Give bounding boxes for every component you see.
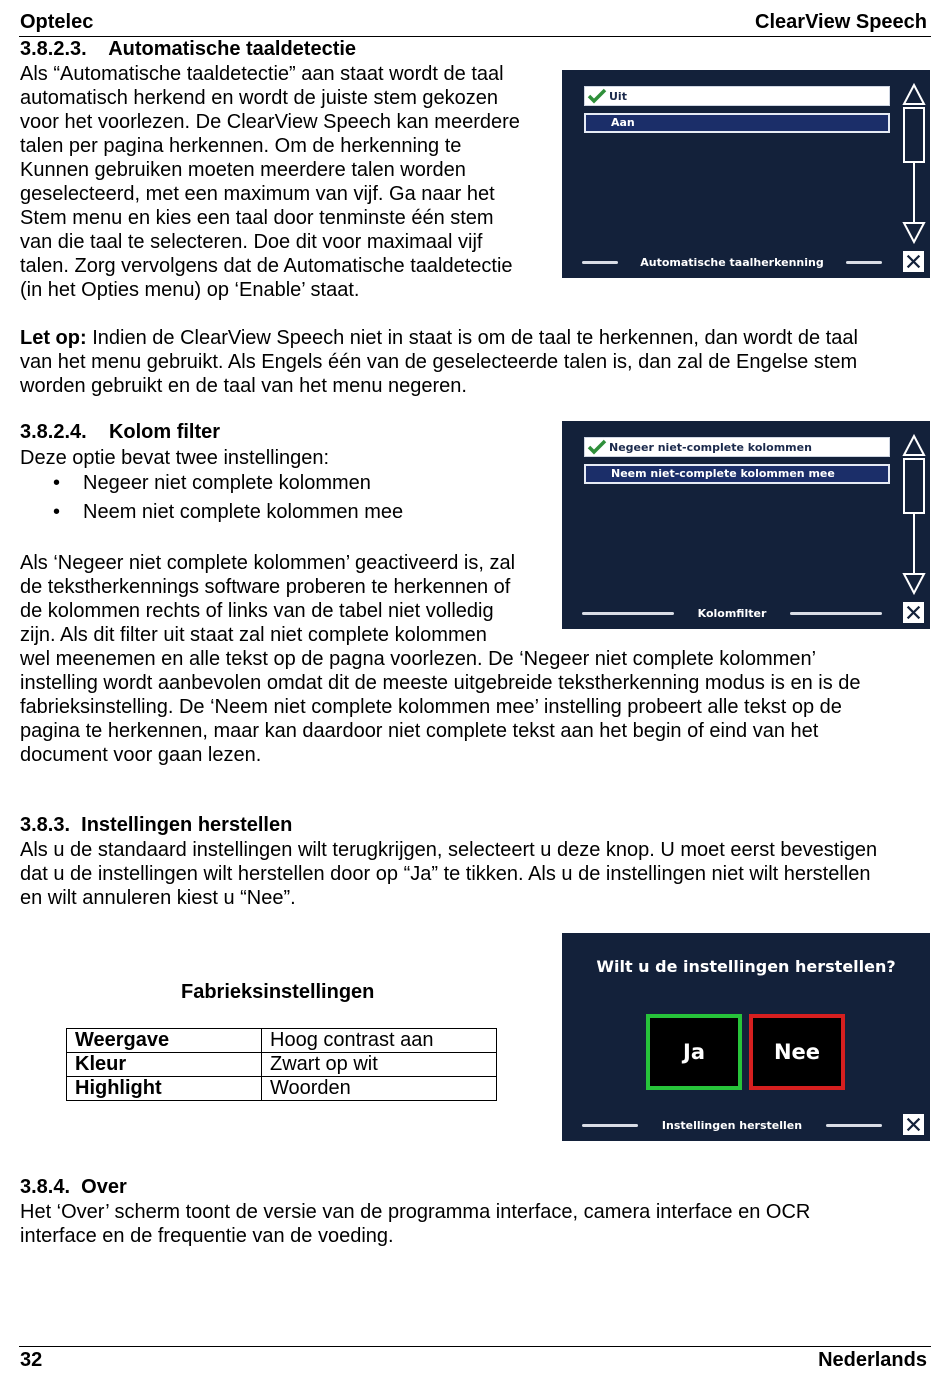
table-row [67, 1029, 497, 1053]
text-line: document voor gaan lezen. [20, 744, 262, 766]
close-icon[interactable] [903, 1114, 924, 1135]
text-line: wel meenemen en alle tekst op de pagna voorlezen. De ‘Negeer niet complete kolommen’ [20, 648, 817, 670]
scrollbar[interactable] [902, 434, 926, 596]
table-cell-value: Zwart op wit [262, 1053, 497, 1077]
note-line-3: worden gebruikt en de taal van het menu negeren. [20, 375, 467, 397]
option-label: Negeer niet-complete kolommen [609, 441, 812, 454]
bullet-item [53, 500, 404, 524]
table-cell-value: Woorden [262, 1077, 497, 1101]
text-line: Als “Automatische taaldetectie” aan staat wordt de taal [20, 63, 504, 85]
close-icon[interactable] [903, 251, 924, 272]
bullet-item [53, 471, 371, 495]
text-line: talen. Zorg vervolgens dat de Automatische taaldetectie [20, 255, 513, 277]
close-icon[interactable] [903, 602, 924, 623]
text-line: fabrieksinstelling. De ‘Neem niet complete kolommen mee’ instelling probeert alle tekst op de [20, 696, 842, 718]
option-label: Neem niet-complete kolommen mee [611, 467, 835, 480]
bullet-icon: • [53, 472, 61, 494]
header-rule [19, 36, 931, 37]
table-cell-value: Hoog contrast aan [262, 1029, 497, 1053]
text-line: Het ‘Over’ scherm toont de versie van de programma interface, camera interface en OCR [20, 1201, 811, 1223]
factory-table [66, 1028, 497, 1101]
scroll-down-icon [904, 223, 924, 242]
text-line: de kolommen rechts of links van de tabel niet volledig [20, 600, 494, 622]
text-line: (in het Opties menu) op ‘Enable’ staat. [20, 279, 360, 301]
screen-title: Automatische taalherkenning [640, 256, 824, 269]
screenshot-column-filter [562, 421, 930, 629]
checkmark-icon [587, 439, 607, 455]
text-line: instelling wordt aanbevolen omdat dit de meeste uitgebreide tekstherkenning modus is en is de [20, 672, 861, 694]
table-row [67, 1053, 497, 1077]
text-line: zijn. Als dit filter uit staat zal niet complete kolommen [20, 624, 487, 646]
text-line: automatisch herkend en wordt de juiste stem gekozen [20, 87, 499, 109]
text-line: pagina te herkennen, maar kan daardoor niet complete tekst aan het begin of eind van het [20, 720, 819, 742]
divider-right [826, 1124, 882, 1127]
scroll-down-icon [904, 574, 924, 593]
divider-right [846, 261, 882, 264]
divider-left [582, 1124, 638, 1127]
page-number: 32 [20, 1349, 43, 1371]
text-line: voor het voorlezen. De ClearView Speech kan meerdere [20, 111, 520, 133]
scroll-thumb [904, 108, 924, 162]
option-negeer[interactable] [584, 437, 890, 457]
section-heading-kolomfilter: 3.8.2.4. Kolom filter [20, 421, 221, 443]
no-button[interactable]: Nee [749, 1014, 845, 1090]
divider-left [582, 612, 674, 615]
yes-button[interactable]: Ja [646, 1014, 742, 1090]
screenshot-reset-settings [562, 933, 930, 1141]
text-line: dat u de instellingen wilt herstellen door op “Ja” te tikken. Als u de instellingen niet wilt herstellen [20, 863, 871, 885]
header-product: ClearView Speech [755, 11, 927, 33]
option-aan[interactable] [584, 113, 890, 133]
text-line: geselecteerd, met een maximum van vijf. Ga naar het [20, 183, 495, 205]
scrollbar[interactable] [902, 83, 926, 245]
note-line-2: van het menu gebruikt. Als Engels één van de geselecteerde talen is, dan zal de Engelse stem [20, 351, 858, 373]
option-neem-mee[interactable] [584, 464, 890, 484]
option-uit[interactable] [584, 86, 890, 106]
text-line: Als ‘Negeer niet complete kolommen’ geactiveerd is, zal [20, 552, 516, 574]
note-label: Let op: [20, 327, 87, 349]
bullet-icon: • [53, 501, 61, 523]
table-cell-key: Kleur [67, 1053, 262, 1077]
text-line: de tekstherkennings software proberen te herkennen of [20, 576, 511, 598]
scroll-up-icon [904, 85, 924, 104]
screenshot-auto-language [562, 70, 930, 278]
screen-title: Kolomfilter [697, 607, 767, 620]
note-line-1 [20, 326, 858, 350]
bullet-text: Negeer niet complete kolommen [83, 472, 371, 494]
bullet-text: Neem niet complete kolommen mee [83, 501, 404, 523]
section-heading-herstellen: 3.8.3. Instellingen herstellen [20, 814, 293, 836]
factory-table-title: Fabrieksinstellingen [181, 981, 375, 1003]
table-row [67, 1077, 497, 1101]
option-label: Aan [611, 116, 635, 129]
scroll-up-icon [904, 436, 924, 455]
footer-language: Nederlands [818, 1349, 927, 1371]
header-brand: Optelec [20, 11, 94, 33]
section-heading-taaldetectie: 3.8.2.3. Automatische taaldetectie [20, 38, 357, 60]
text-line: Stem menu en kies een taal door tenminste één stem [20, 207, 494, 229]
text-line: van die taal te selecteren. Doe dit voor maximaal vijf [20, 231, 483, 253]
text-line: Kunnen gebruiken moeten meerdere talen worden [20, 159, 466, 181]
checkmark-icon [587, 88, 607, 104]
section-heading-over: 3.8.4. Over [20, 1176, 127, 1198]
table-cell-key: Weergave [67, 1029, 262, 1053]
text-line: en wilt annuleren kiest u “Nee”. [20, 887, 296, 909]
divider-left [582, 261, 618, 264]
screen-title: Instellingen herstellen [661, 1119, 803, 1132]
text-line: interface en de frequentie van de voeding. [20, 1225, 394, 1247]
option-label: Uit [609, 90, 627, 103]
text-line: Als u de standaard instellingen wilt terugkrijgen, selecteert u deze knop. U moet eerst bevestigen [20, 839, 878, 861]
divider-right [790, 612, 882, 615]
text-line: talen per pagina herkennen. Om de herkenning te [20, 135, 462, 157]
reset-question: Wilt u de instellingen herstellen? [596, 957, 896, 976]
note-text: Indien de ClearView Speech niet in staat is om de taal te herkennen, dan wordt de taal [86, 327, 858, 349]
table-cell-key: Highlight [67, 1077, 262, 1101]
footer-rule [19, 1346, 931, 1347]
scroll-thumb [904, 459, 924, 513]
intro-text: Deze optie bevat twee instellingen: [20, 447, 330, 469]
